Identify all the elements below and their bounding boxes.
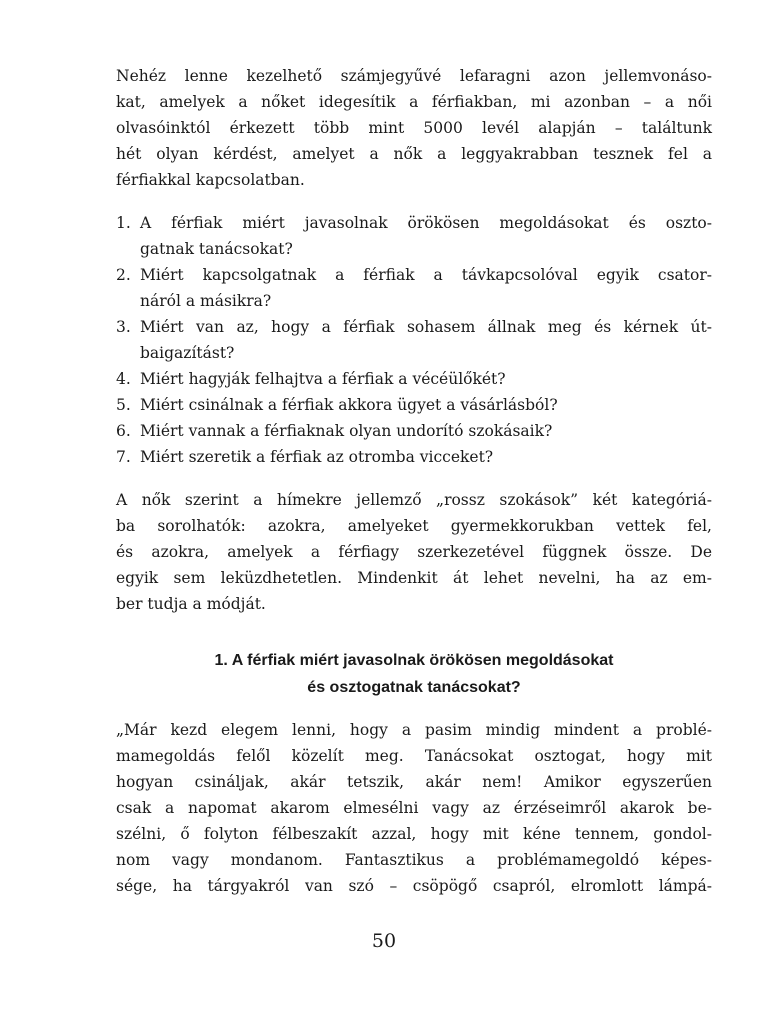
list-text: Miért szeretik a férfiak az otromba vicceket? — [140, 448, 494, 466]
text-line: szélni, ő folyton félbeszakít azzal, hogy mit kéne tennem, gondol- — [116, 825, 712, 843]
text-line: nom vagy mondanom. Fantasztikus a problémamegoldó képes- — [116, 851, 712, 869]
list-item-continuation: baigazítást? — [140, 344, 235, 362]
list-text: Miért csinálnak a férfiak akkora ügyet a vásárlásból? — [140, 396, 558, 414]
text-line: olvasóinktól érkezett több mint 5000 levél alapján – találtunk — [116, 119, 712, 137]
text-line: A nők szerint a hímekre jellemző „rossz szokások” két kategóriá- — [116, 491, 712, 509]
text-line: Nehéz lenne kezelhető számjegyűvé lefaragni azon jellemvonáso- — [116, 67, 712, 85]
section-heading-line: és osztogatnak tanácsokat? — [307, 679, 521, 696]
text-line: és azokra, amelyek a férfiagy szerkezetével függnek össze. De — [116, 543, 712, 561]
list-item — [116, 263, 712, 287]
text-line: „Már kezd elegem lenni, hogy a pasim mindig mindent a problé- — [116, 721, 712, 739]
text-line: hét olyan kérdést, amelyet a nők a leggyakrabban tesznek fel a — [116, 145, 712, 163]
text-line: hogyan csináljak, akár tetszik, akár nem! Amikor egyszerűen — [116, 773, 712, 791]
list-item-continuation: gatnak tanácsokat? — [140, 240, 293, 258]
page-number: 50 — [371, 930, 397, 952]
list-number: 5. — [116, 396, 131, 414]
list-number: 7. — [116, 448, 131, 466]
list-text: Miért hagyják felhajtva a férfiak a vécéülőkét? — [140, 370, 506, 388]
list-number: 4. — [116, 370, 131, 388]
list-item — [116, 211, 712, 235]
list-text: Miért van az, hogy a férfiak sohasem állnak meg és kérnek út- — [140, 318, 712, 336]
list-item — [116, 419, 712, 443]
list-item — [116, 393, 712, 417]
list-item-continuation: náról a másikra? — [140, 292, 272, 310]
list-item — [116, 315, 712, 339]
list-number: 6. — [116, 422, 131, 440]
text-line: kat, amelyek a nőket idegesítik a férfiakban, mi azonban – a női — [116, 93, 712, 111]
text-line: ba sorolhatók: azokra, amelyeket gyermekkorukban vettek fel, — [116, 517, 712, 535]
list-item — [116, 445, 712, 469]
text-line: férfiakkal kapcsolatban. — [116, 171, 305, 189]
list-number: 2. — [116, 266, 131, 284]
list-text: Miért vannak a férfiaknak olyan undorító szokásaik? — [140, 422, 553, 440]
list-text: A férfiak miért javasolnak örökösen megoldásokat és oszto- — [140, 214, 712, 232]
text-line: egyik sem leküzdhetetlen. Mindenkit át lehet nevelni, ha az em- — [116, 569, 712, 587]
text-line: ber tudja a módját. — [116, 595, 266, 613]
text-line: csak a napomat akarom elmesélni vagy az érzéseimről akarok be- — [116, 799, 712, 817]
list-item — [116, 367, 712, 391]
list-text: Miért kapcsolgatnak a férfiak a távkapcsolóval egyik csator- — [140, 266, 712, 284]
list-number: 3. — [116, 318, 131, 336]
text-line: sége, ha tárgyakról van szó – csöpögő csapról, elromlott lámpá- — [116, 877, 712, 895]
section-heading-line: 1. A férfiak miért javasolnak örökösen megoldásokat — [214, 652, 614, 669]
text-line: mamegoldás felől közelít meg. Tanácsokat osztogat, hogy mit — [116, 747, 712, 765]
list-number: 1. — [116, 214, 131, 232]
